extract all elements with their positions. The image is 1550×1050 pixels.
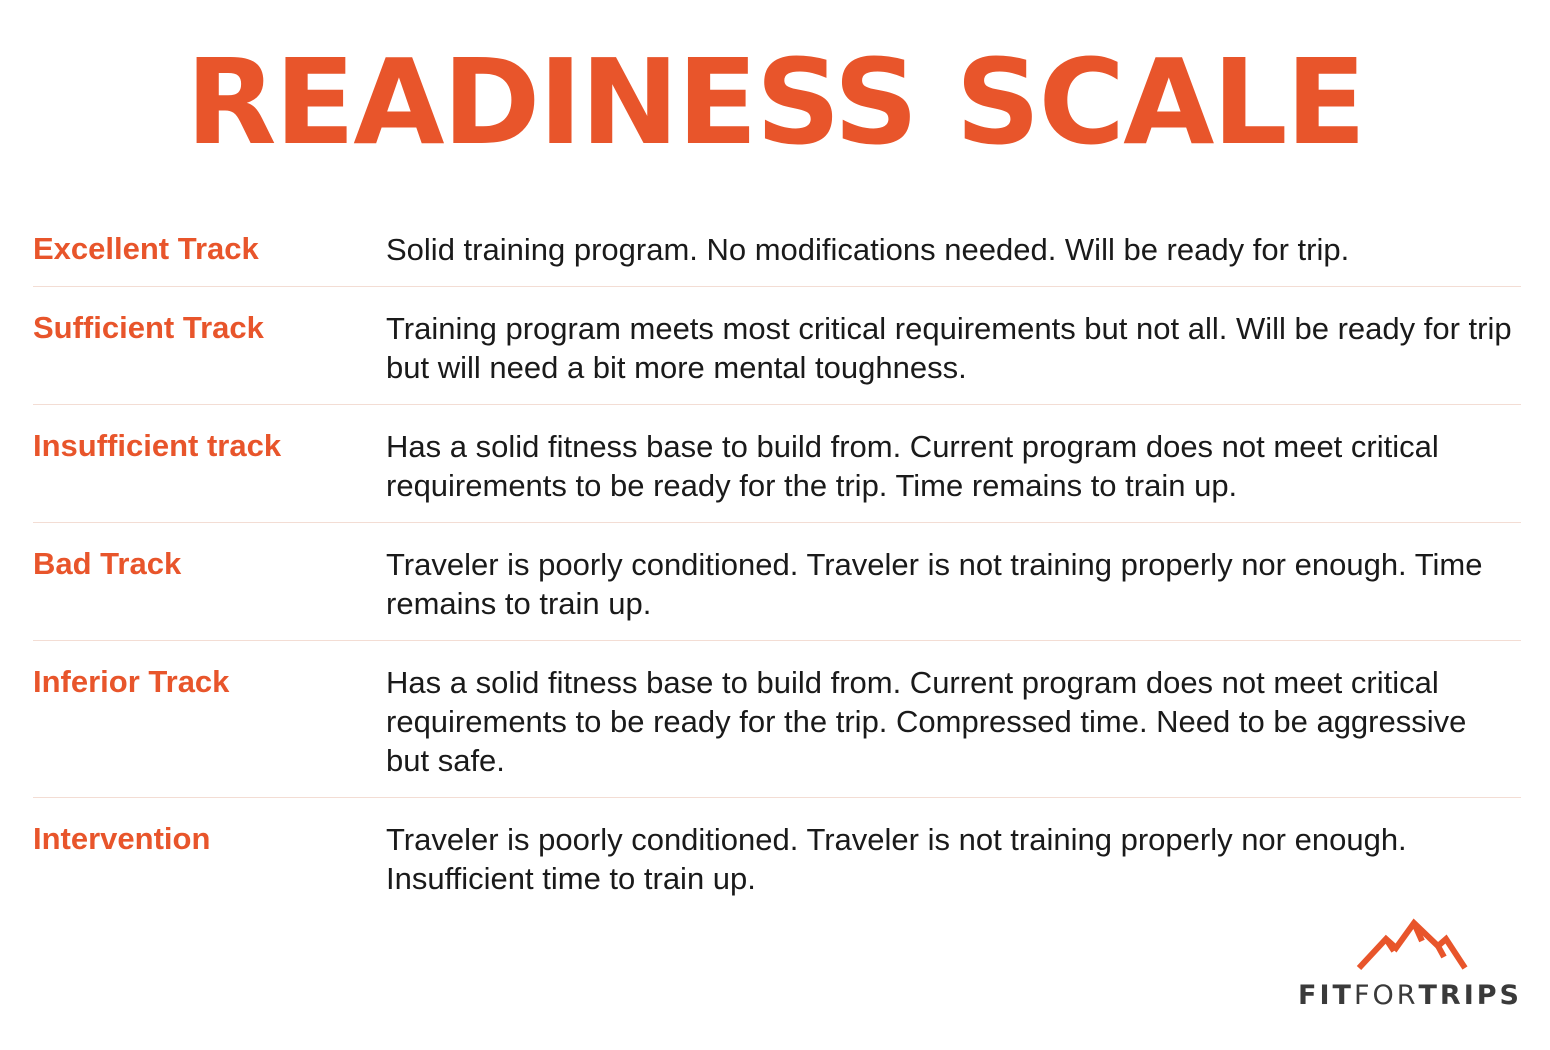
track-name: Insufficient track <box>33 428 282 463</box>
brand-name <box>1296 979 1524 1013</box>
mountain-peaks-icon <box>1356 915 1468 973</box>
track-description: Has a solid fitness base to build from. Current program does not meet critical requirements to be ready for the trip. Time remains to train up. <box>386 429 1439 503</box>
scale-row-sufficient <box>33 301 1521 405</box>
scale-row-insufficient <box>33 419 1521 523</box>
brand-name-fit: FIT <box>1298 980 1354 1011</box>
track-description: Has a solid fitness base to build from. Current program does not meet critical requirements to be ready for the trip. Compressed time. Need to be aggressive but safe. <box>386 665 1467 778</box>
track-description: Training program meets most critical requirements but not all. Will be ready for trip but will need a bit more mental toughness. <box>386 311 1512 385</box>
scale-row-inferior <box>33 655 1521 798</box>
brand-name-for: FOR <box>1353 980 1419 1011</box>
track-description: Traveler is poorly conditioned. Traveler is not training properly nor enough. Insufficient time to train up. <box>386 822 1407 896</box>
track-name: Excellent Track <box>33 231 259 266</box>
page-title: READINESS SCALE <box>185 33 1365 171</box>
scale-row-intervention <box>33 812 1521 915</box>
track-description: Traveler is poorly conditioned. Traveler is not training properly nor enough. Time remains to train up. <box>386 547 1483 621</box>
track-name: Inferior Track <box>33 664 230 699</box>
track-description: Solid training program. No modifications needed. Will be ready for trip. <box>386 232 1350 267</box>
brand-logo <box>1296 915 1524 1015</box>
track-name: Intervention <box>33 821 211 856</box>
brand-name-trips: TRIPS <box>1418 980 1522 1011</box>
track-name: Bad Track <box>33 546 182 581</box>
readiness-scale-table <box>33 222 1521 929</box>
track-name: Sufficient Track <box>33 310 264 345</box>
scale-row-excellent <box>33 222 1521 287</box>
scale-row-bad <box>33 537 1521 641</box>
